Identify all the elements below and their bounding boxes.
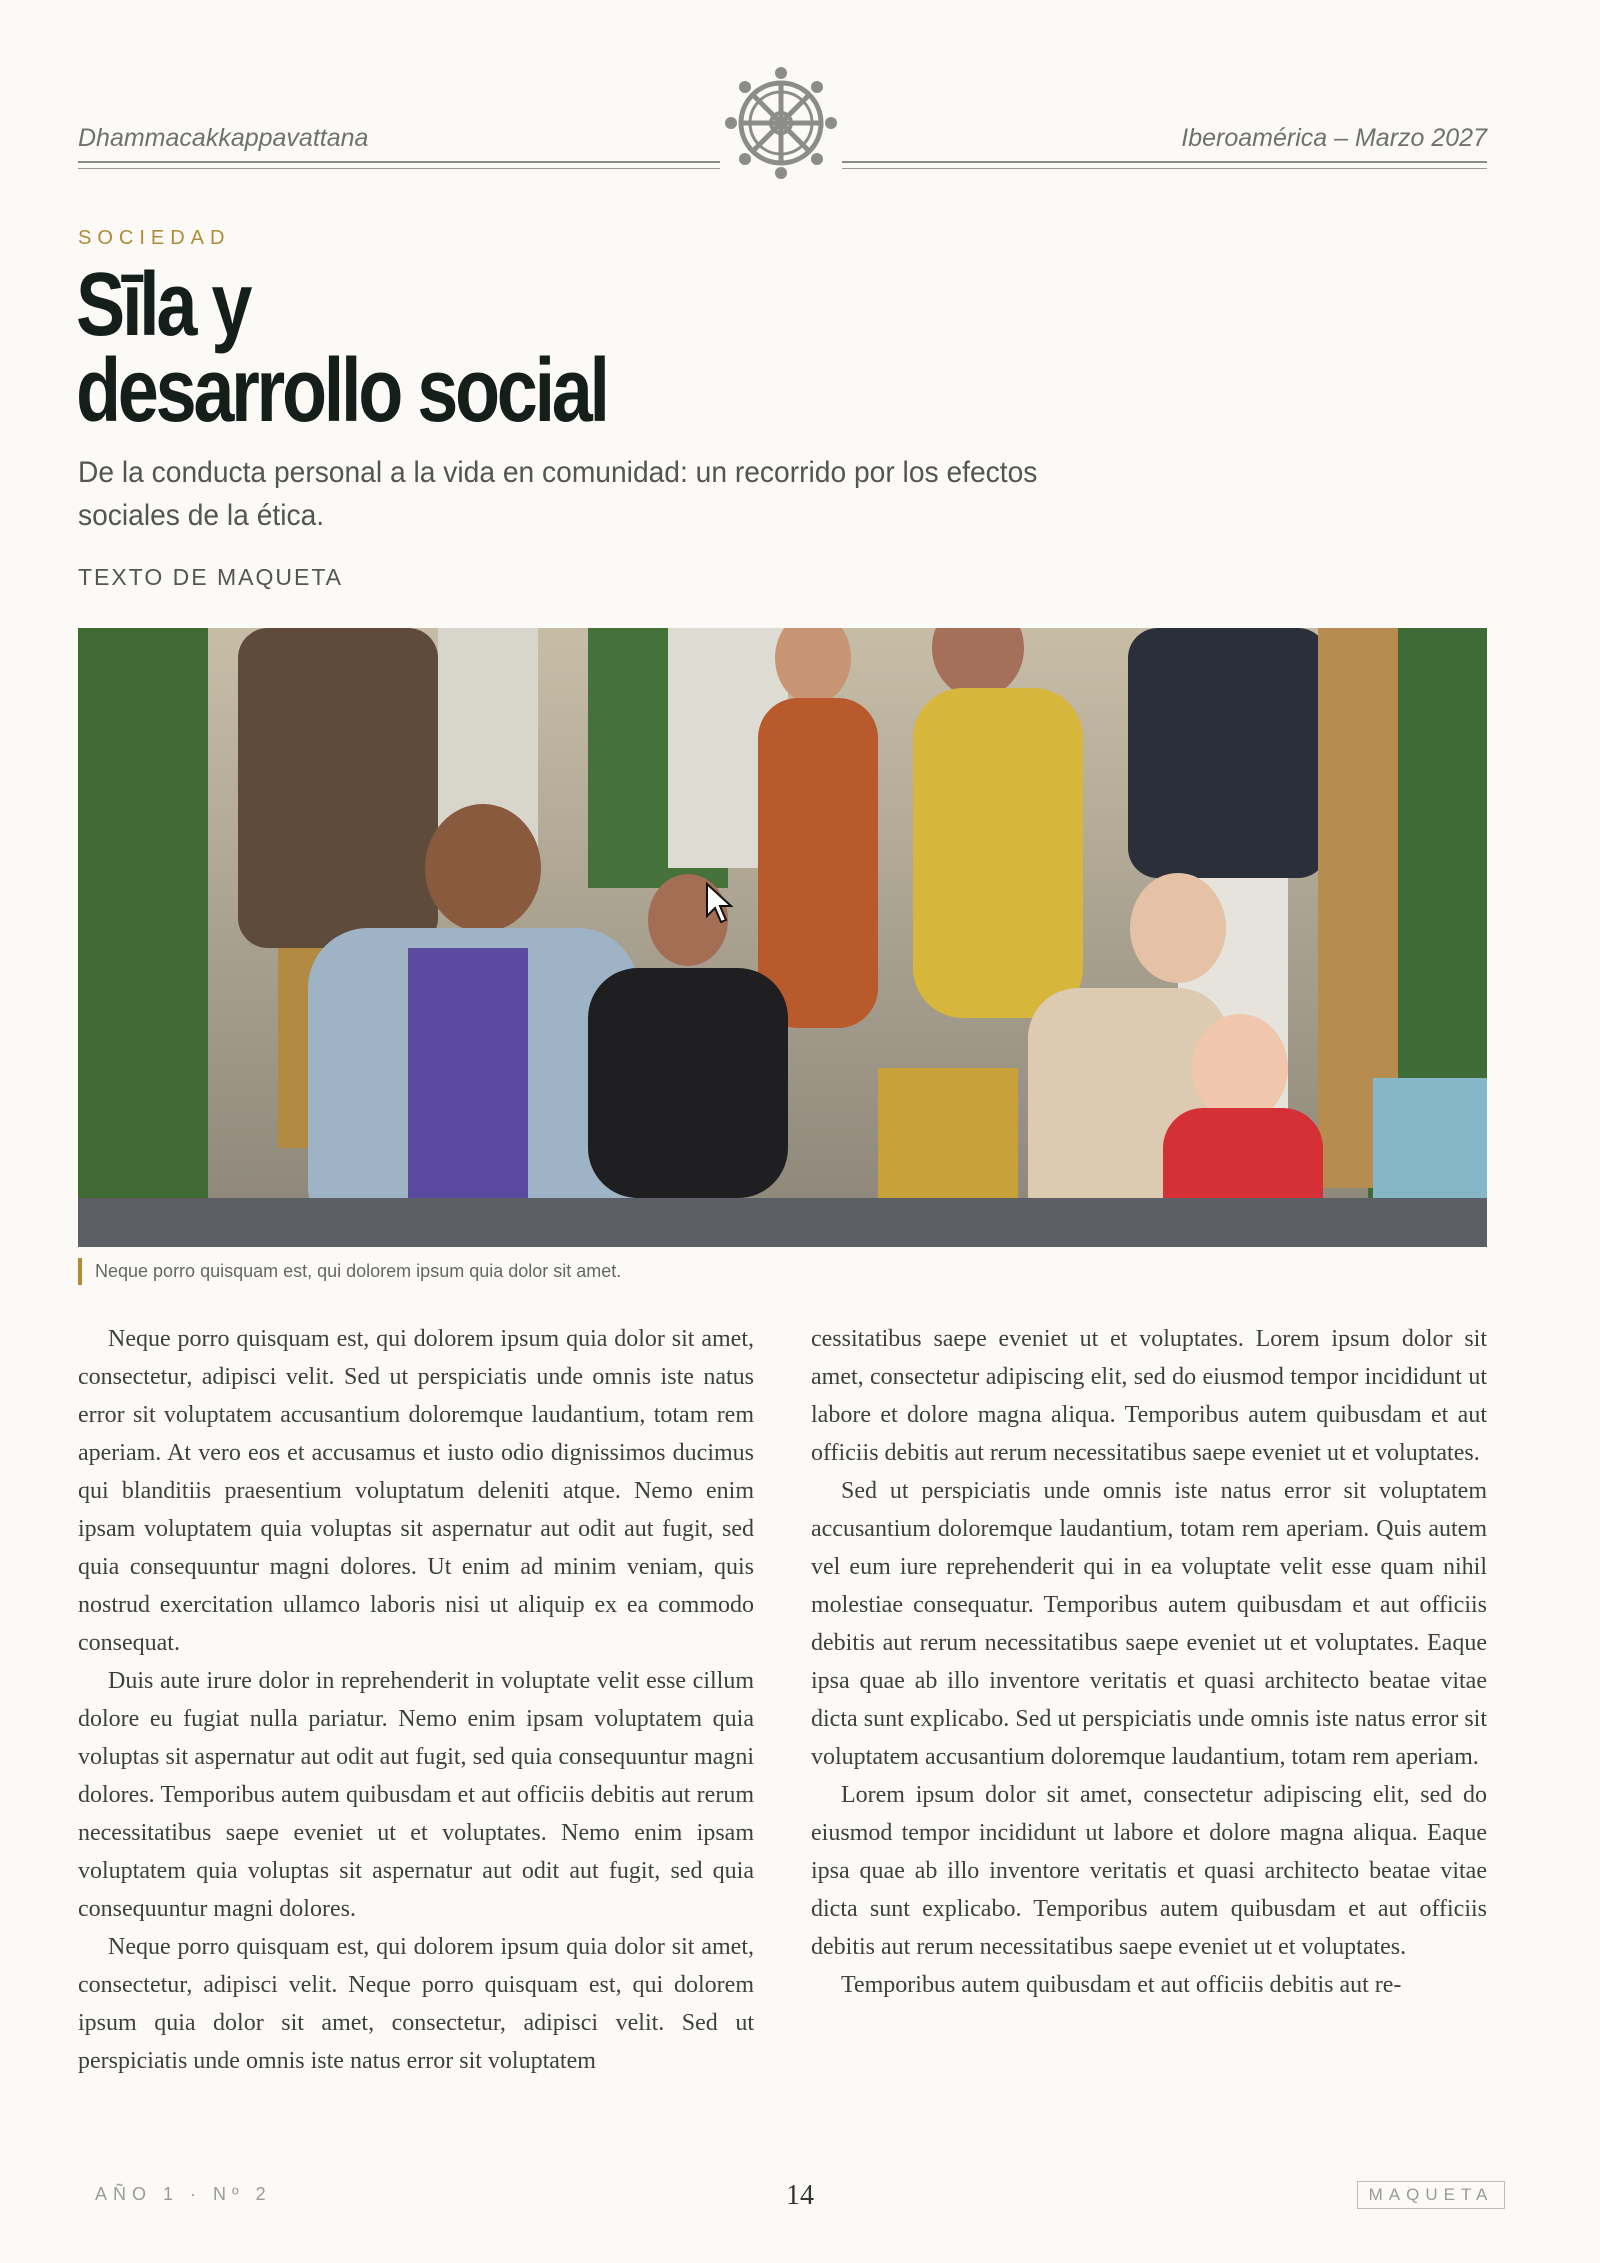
article-title	[76, 255, 607, 441]
paragraph: Duis aute irure dolor in reprehenderit in voluptate velit esse cillum dolore eu fugiat nulla pariatur. Nemo enim ipsam voluptatem quia voluptas sit aspernatur aut odit aut fugit, sed quia consequuntur magni dolores. Temporibus autem quibusdam et aut officiis debitis aut rerum necessitatibus saepe eveniet ut et voluptates. Nemo enim ipsam voluptatem quia voluptas sit aspernatur aut odit aut fugit, sed quia consequuntur magni dolores.	[78, 1668, 754, 1922]
title-line-2: desarrollo social	[76, 341, 607, 441]
edition-date: Iberoamérica – Marzo 2027	[1181, 124, 1487, 152]
draft-badge: MAQUETA	[1357, 2181, 1505, 2209]
paragraph: Neque porro quisquam est, qui dolorem ipsum quia dolor sit amet, consectetur, adipisci velit. Sed ut perspiciatis unde omnis iste natus error sit voluptatem accusantium doloremque laudantium, totam rem aperiam. At vero eos et accusamus et iusto odio dignissimos ducimus qui blanditiis praesentium voluptatum deleniti atque. Nemo enim ipsam voluptatem quia voluptas sit aspernatur aut odit aut fugit, sed quia consequuntur magni dolores. Ut enim ad minim veniam, quis nostrud exercitation ullamco laboris nisi ut aliquip ex ea commodo consequat.	[78, 1326, 754, 1656]
section-label: SOCIEDAD	[78, 227, 231, 249]
photo-caption: Neque porro quisquam est, qui dolorem ipsum quia dolor sit amet.	[78, 1258, 621, 1285]
publication-name: Dhammacakkappavattana	[78, 124, 369, 152]
body-column-left	[78, 1320, 754, 2080]
paragraph: Sed ut perspiciatis unde omnis iste natus error sit voluptatem accusantium doloremque laudantium, totam rem aperiam. Quis autem vel eum iure reprehenderit qui in ea voluptate velit esse quam nihil molestiae consequatur. Temporibus autem quibusdam et aut officiis debitis aut rerum necessitatibus saepe eveniet ut et voluptates. Eaque ipsa quae ab illo inventore veritatis et quasi architecto beatae vitae dicta sunt explicabo. Sed ut perspiciatis unde omnis iste natus error sit voluptatem accusantium doloremque laudantium, totam rem aperiam.	[811, 1478, 1487, 1770]
paragraph: Temporibus autem quibusdam et aut officiis debitis aut re-	[841, 1972, 1402, 1998]
mouse-cursor-icon	[705, 882, 735, 931]
paragraph-continuation: cessitatibus saepe eveniet ut et voluptates. Lorem ipsum dolor sit amet, consectetur adipiscing elit, sed do eiusmod tempor incididunt ut labore et dolore magna aliqua. Temporibus autem quibusdam et aut officiis debitis aut rerum necessitatibus saepe eveniet ut et voluptates.	[811, 1326, 1487, 1466]
paragraph: Neque porro quisquam est, qui dolorem ipsum quia dolor sit amet, consectetur, adipisci velit. Neque porro quisquam est, qui dolorem ipsum quia dolor sit amet, consectetur, adipisci velit. Sed ut perspiciatis unde omnis iste natus error sit voluptatem	[78, 1934, 754, 2074]
article-author: TEXTO DE MAQUETA	[78, 564, 344, 590]
body-column-right	[811, 1320, 1487, 2004]
article-subtitle: De la conducta personal a la vida en comunidad: un recorrido por los efectos sociales de la ética.	[78, 456, 1038, 532]
paragraph: Lorem ipsum dolor sit amet, consectetur adipiscing elit, sed do eiusmod tempor incididunt ut labore et dolore magna aliqua. Eaque ipsa quae ab illo inventore veritatis et quasi architecto beatae vitae dicta sunt explicabo. Temporibus autem quibusdam et aut officiis debitis aut rerum necessitatibus saepe eveniet ut et voluptates.	[811, 1782, 1487, 1960]
dharma-wheel-icon	[720, 66, 842, 182]
issue-label: AÑO 1 · Nº 2	[95, 2184, 272, 2204]
page-number: 14	[786, 2180, 814, 2211]
title-line-1: Sīla y	[76, 255, 250, 355]
article-photo	[78, 628, 1487, 1247]
